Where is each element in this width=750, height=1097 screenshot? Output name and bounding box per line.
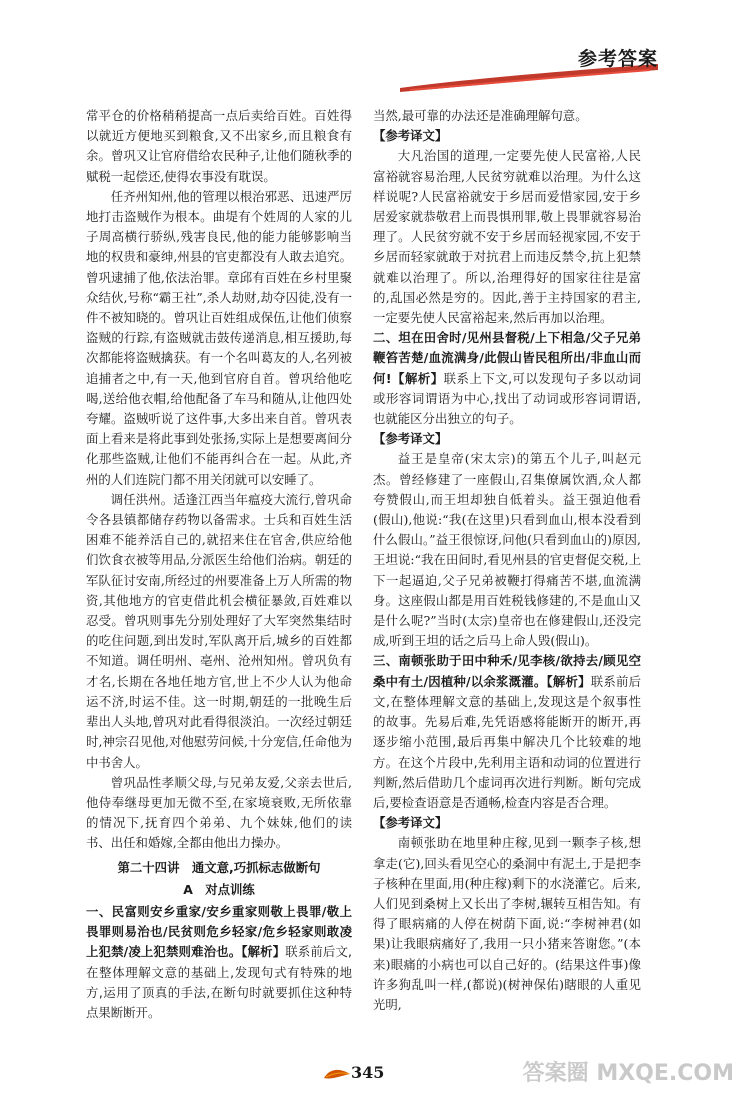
q1-answer: 一、民富则安乡重家/安乡重家则敬上畏罪/敬上畏罪则易治也/民贫则危乡轻家/危乡轻家则敢凌上犯禁/凌上犯禁则难治也。 — [86, 903, 352, 960]
translation-1: 大凡治国的道理,一定要先使人民富裕,人民富裕就容易治理,人民贫穷就难以治理。为什么这样说呢?人民富裕就安于乡居而爱惜家园,安于乡居爱家就恭敬君上而畏惧刑罪,敬上畏罪就容易治理了。人民贫穷就不安于乡居而轻视家园,不安于乡居而轻家就敢于对抗君上而违反禁令,抗上犯禁就难以治理了。所以,治理得好的国家往往是富的,乱国必然是穷的。因此,善于主持国家的君主,一定要先使人民富裕起来,然后再加以治理。 — [373, 148, 641, 326]
lecture-title: 第二十四讲 通文意,巧抓标志做断句 — [117, 859, 321, 875]
translation-tag: 【参考译文】 — [373, 128, 448, 144]
page-number: 345 — [351, 1063, 385, 1082]
paragraph: 调任洪州。适逢江西当年瘟疫大流行,曾巩命令各县镇都储存药物以备需求。士兵和百姓生活困难不能养活自己的,就招来住在官舍,供应给他们饮食衣被等用品,分派医生给他们治病。朝廷的军队征讨安南,所经过的州要准备上万人所需的物资,其他地方的官吏借此机会横征暴敛,百姓难以忍受。曾巩则事先分别处理好了大军突然集结时的吃住问题,到出发时,军队离开后,城乡的百姓都不知道。调任明州、亳州、沧州知州。曾巩负有才名,长期在各地任地方官,世上不少人认为他命运不济,时运不佳。这一时期,朝廷的一批晚生后辈出人头地,曾巩对此看得很淡泊。一次经过朝廷时,神宗召见他,对他慰劳问候,十分宠信,任命他为中书舍人。 — [86, 491, 352, 770]
analysis-tag: 【解析】 — [241, 944, 286, 960]
left-column — [86, 106, 352, 1023]
translation-2: 益王是皇帝(宋太宗)的第五个儿子,叫赵元杰。曾经修建了一座假山,召集僚属饮酒,众人都夸赞假山,而王坦却独自低着头。益王强迫他看(假山),他说:“我(在这里)只看到血山,根本没看到什么假山。”益王很惊讶,问他(只看到血山的)原因,王坦说:“我在田间时,看见州县的官吏督促交税,上下一起逼迫,父子兄弟被鞭打得痛苦不堪,血流满身。这座假山都是用百姓税钱修建的,不是血山又是什么呢?”当时(太宗)皇帝也在修建假山,还没完成,听到王坦的话之后马上命人毁(假山)。 — [373, 451, 641, 649]
translation-tag: 【参考译文】 — [373, 431, 448, 447]
header-title: 参考答案 — [577, 48, 658, 70]
answer-q3 — [373, 651, 641, 813]
page-ornament-icon — [322, 1066, 352, 1082]
analysis-tag: 【解析】 — [391, 370, 444, 386]
answer-q2 — [373, 328, 641, 429]
q1-analysis: 联系前后文,在整体理解文意的基础上,发现句式有特殊的地方,运用了顶真的手法,在断句时就要抓住这种特点果断断开。 — [86, 944, 352, 1020]
answer-q1 — [86, 902, 352, 1023]
q2-analysis: 联系上下文,可以发现句子多以动词或形容词谓语为中心,找出了动词或形容词谓语,也就能区分出独立的句子。 — [373, 370, 641, 427]
q3-answer: 三、南顿张助于田中种禾/见李核/欲持去/顾见空桑中有土/因植种/以余浆溉灌。 — [373, 653, 641, 689]
q2-answer: 二、坦在田舍时/见州县督税/上下相急/父子兄弟鞭笞苦楚/血流满身/此假山皆民租所出/非血山而何! — [373, 330, 641, 386]
analysis-tag: 【解析】 — [546, 673, 591, 689]
page-header — [0, 0, 750, 110]
right-column — [373, 106, 641, 1015]
paragraph: 常平仓的价格稍稍提高一点后卖给百姓。百姓得以就近方便地买到粮食,又不出家乡,而且粮食有余。曾巩又让官府借给农民种子,让他们随秋季的赋税一起偿还,使得农事没有耽误。 — [86, 108, 352, 184]
paragraph: 任齐州知州,他的管理以根治邪恶、迅速严厉地打击盗贼作为根本。曲堤有个姓周的人家的儿子周高横行骄纵,残害良民,他的能力能够影响当地的权贵和豪绅,州县的官吏都没有人敢去追究。曾巩逮捕了他,依法治罪。章邱有百姓在乡村里聚众结伙,号称“霸王社”,杀人劫财,劫夺囚徒,没有一件不被知晓的。曾巩让百姓组成保伍,让他们侦察盗贼的行踪,有盗贼就击鼓传递消息,相互援助,每次都能将盗贼擒获。有一个名叫葛友的人,名列被追捕者之中,有一天,他到官府自首。曾巩给他吃喝,送给他衣帽,给他配备了车马和随从,让他四处夸耀。盗贼听说了这件事,大多出来自首。曾巩表面上看来是将此事到处张扬,实际上是想要离间分化那些盗贼,让他们不能再纠合在一起。从此,齐州的人们连院门都不用关闭就可以安睡了。 — [86, 188, 352, 487]
section-subtitle: A 对点训练 — [183, 881, 255, 897]
q3-analysis: 联系前后文,在整体理解文意的基础上,发现这是个叙事性的故事。先易后难,先凭语感将能断开的断开,再逐步缩小范围,最后再集中解决几个比较难的地方。在这个片段中,先利用主语和动词的位置进行判断,然后借助几个虚词再次进行判断。断句完成后,要检查语意是否通畅,检查内容是否合理。 — [373, 673, 641, 810]
paragraph: 当然,最可靠的办法还是准确理解句意。 — [373, 108, 588, 123]
translation-3: 南顿张助在地里种庄稼,见到一颗李子核,想拿走(它),回头看见空心的桑洞中有泥土,于是把李子核种在里面,用(种庄稼)剩下的水浇灌它。后来,人们见到桑树上又长出了李树,辗转互相告知。有得了眼病痛的人停在树荫下面,说:“李树神君(如果)让我眼病痛好了,我用一只小猪来答谢您。”(本来)眼痛的小病也可以自己好的。(结果这件事)像许多狗乱叫一样,(都说)(树神保佑)瞎眼的人重见光明, — [373, 835, 641, 1012]
translation-tag: 【参考译文】 — [373, 815, 448, 831]
watermark: 答案圈 MXQE.COM — [522, 1061, 734, 1086]
paragraph: 曾巩品性孝顺父母,与兄弟友爱,父亲去世后,他侍奉继母更加无微不至,在家境衰败,无所依靠的情况下,抚育四个弟弟、九个妹妹,他们的读书、出任和婚嫁,全都由他出力操办。 — [86, 774, 352, 851]
